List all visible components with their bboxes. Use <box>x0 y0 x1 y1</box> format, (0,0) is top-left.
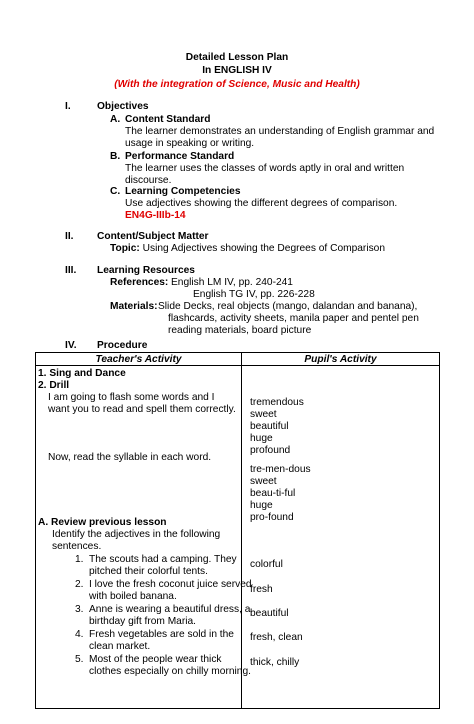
drill-word-3: beautiful <box>250 421 289 432</box>
learning-competencies-title: Learning Competencies <box>125 186 241 197</box>
item-3-line-1: Anne is wearing a beautiful dress, a <box>89 604 251 615</box>
learning-competencies-line: Use adjectives showing the different degrees of comparison. <box>125 198 398 209</box>
answer-5: thick, chilly <box>250 657 300 668</box>
drill-instruction-line-2: want you to read and spell them correctly. <box>48 404 236 415</box>
performance-standard-line-2: discourse. <box>125 175 172 186</box>
materials-line-3: reading materials, board picture <box>168 325 312 336</box>
answer-1: colorful <box>250 559 283 570</box>
performance-standard-line-1: The learner uses the classes of words aptly in oral and written <box>125 163 405 174</box>
syllable-word-4: huge <box>250 500 273 511</box>
drill-word-5: profound <box>250 445 291 456</box>
drill-instruction-line-1: I am going to flash some words and I <box>48 392 215 403</box>
item-2-line-1: I love the fresh coconut juice served <box>89 579 252 590</box>
item-5-num: 5. <box>75 654 84 665</box>
procedure-table-header <box>36 353 440 366</box>
performance-standard-label: B. <box>110 151 121 162</box>
review-title: A. Review previous lesson <box>38 517 167 528</box>
item-5-line-1: Most of the people wear thick <box>89 654 222 665</box>
syllable-instruction: Now, read the syllable in each word. <box>48 452 212 463</box>
content-heading: Content/Subject Matter <box>97 231 209 242</box>
syllable-word-3: beau-ti-ful <box>250 488 296 499</box>
materials-label: Materials: <box>110 301 158 312</box>
teacher-activity-header: Teacher's Activity <box>36 353 242 366</box>
item-1-line-2: pitched their colorful tents. <box>89 566 208 577</box>
item-4-line-1: Fresh vegetables are sold in the <box>89 629 234 640</box>
procedure-heading: Procedure <box>97 340 148 351</box>
item-4-num: 4. <box>75 629 84 640</box>
reference-2: English TG IV, pp. 226-228 <box>193 289 315 300</box>
drill-word-4: huge <box>250 433 273 444</box>
learning-competencies-label: C. <box>110 186 121 197</box>
objectives-numeral: I. <box>65 101 71 112</box>
objectives-heading: Objectives <box>97 101 149 112</box>
teacher-activity-cell <box>36 366 252 709</box>
syllable-word-2: sweet <box>250 476 277 487</box>
pupil-activity-cell <box>242 366 440 709</box>
pupil-activity-header: Pupil's Activity <box>242 353 440 366</box>
topic-line <box>110 243 385 255</box>
drill-heading: 2. Drill <box>38 380 70 391</box>
content-numeral: II. <box>65 231 74 242</box>
topic-text: Using Adjectives showing the Degrees of Comparison <box>142 243 386 254</box>
topic-label: Topic: <box>110 243 140 254</box>
resources-heading: Learning Resources <box>97 265 195 276</box>
item-2-num: 2. <box>75 579 84 590</box>
item-3-line-2: birthday gift from Maria. <box>89 616 197 627</box>
drill-word-1: tremendous <box>250 397 304 408</box>
reference-1: English LM IV, pp. 240-241 <box>171 277 293 288</box>
drill-word-2: sweet <box>250 409 277 420</box>
content-standard-line-2: usage in speaking or writing. <box>125 138 255 149</box>
review-instruction-line-2: sentences. <box>52 541 102 552</box>
materials-line-1: Slide Decks, real objects (mango, dalandan and banana), <box>158 301 418 312</box>
answer-2: fresh <box>250 584 273 595</box>
item-3-num: 3. <box>75 604 84 615</box>
procedure-table-row <box>36 366 440 709</box>
answer-3: beautiful <box>250 608 289 619</box>
content-standard-label: A. <box>110 114 121 125</box>
procedure-numeral: IV. <box>65 340 77 351</box>
resources-numeral: III. <box>65 265 77 276</box>
item-1-line-1: The scouts had a camping. They <box>89 554 237 565</box>
document-title: Detailed Lesson Plan <box>185 52 289 63</box>
item-4-line-2: clean market. <box>89 641 151 652</box>
document-subject: In ENGLISH IV <box>202 65 272 76</box>
integration-note: (With the integration of Science, Music and Health) <box>114 79 360 90</box>
procedure-table <box>35 352 440 709</box>
performance-standard-title: Performance Standard <box>125 151 235 162</box>
review-instruction-line-1: Identify the adjectives in the following <box>52 529 221 540</box>
content-standard-line-1: The learner demonstrates an understanding of English grammar and <box>125 126 435 137</box>
references-label: References: <box>110 277 169 288</box>
content-standard-title: Content Standard <box>125 114 211 125</box>
sing-and-dance: 1. Sing and Dance <box>38 368 126 379</box>
materials-line-2: flashcards, activity sheets, manila paper and pentel pen <box>168 313 419 324</box>
syllable-word-5: pro-found <box>250 512 294 523</box>
item-5-line-2: clothes especially on chilly morning. <box>89 666 251 677</box>
competency-code: EN4G-IIIb-14 <box>125 210 186 221</box>
item-2-line-2: with boiled banana. <box>89 591 177 602</box>
answer-4: fresh, clean <box>250 632 303 643</box>
item-1-num: 1. <box>75 554 84 565</box>
syllable-word-1: tre-men-dous <box>250 464 311 475</box>
